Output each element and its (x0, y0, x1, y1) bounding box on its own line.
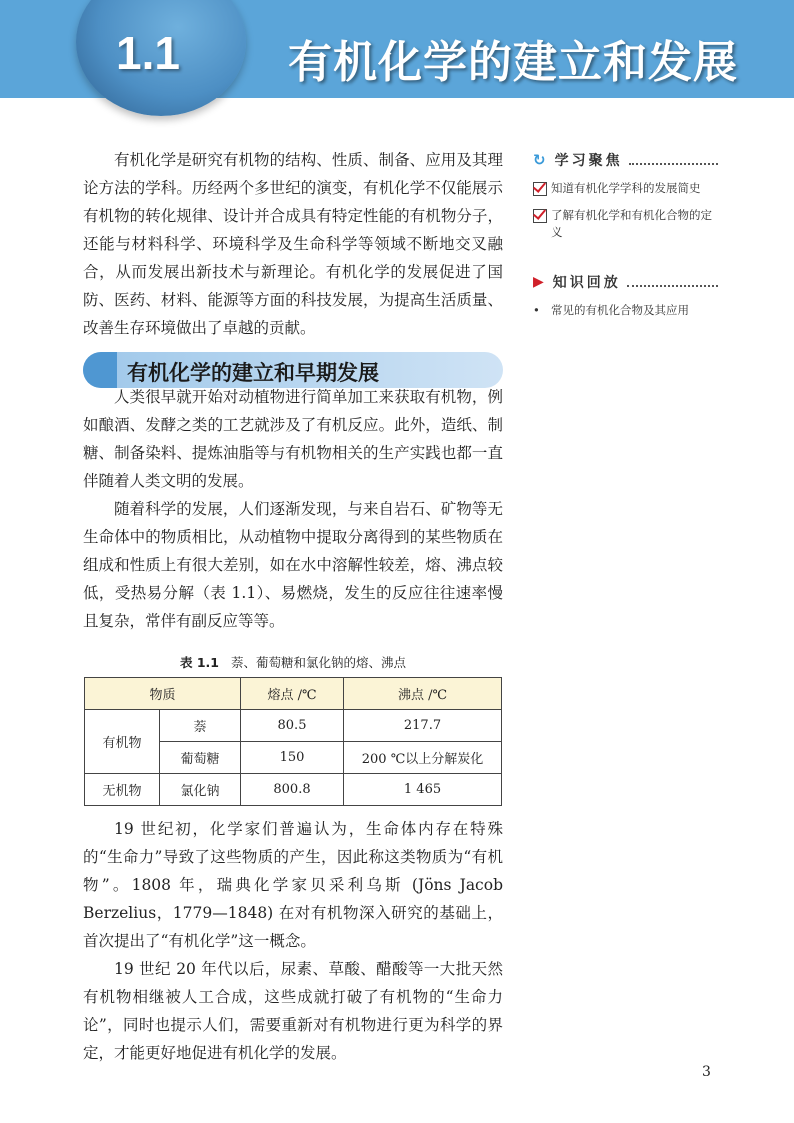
table-row: 葡萄糖 150 200 ℃以上分解炭化 (85, 742, 502, 774)
checkbox-icon (533, 182, 547, 196)
table-row: 有机物 萘 80.5 217.7 (85, 710, 502, 742)
sidebar-knowledge-review (533, 272, 718, 319)
paragraph: 随着科学的发展，人们逐渐发现，与来自岩石、矿物等无生命体中的物质相比，从动植物中提取分离得到的某些物质在组成和性质上有很大差别，如在水中溶解性较差，熔、沸点较低，受热易分解（表 1.1）、易燃烧，发生的反应往往速率慢且复杂，常伴有副反应等等。 (83, 500, 503, 630)
body-text-a (83, 383, 503, 635)
bullet-icon: • (533, 303, 540, 317)
section-number: 1.1 (116, 27, 180, 79)
focus-item: 知道有机化学学科的发展简史 (533, 180, 718, 197)
swirl-icon: ↻ (533, 151, 549, 169)
table-caption: 表 1.1 萘、葡萄糖和氯化钠的熔、沸点 (179, 655, 406, 670)
chapter-title: 有机化学的建立和发展 (288, 37, 738, 88)
review-heading: ▶ 知识回放 (533, 272, 718, 292)
intro-text (83, 146, 503, 342)
table-row: 无机物 氯化钠 800.8 1 465 (85, 774, 502, 806)
body-text-b (83, 815, 503, 1067)
sidebar-learning-focus (533, 150, 718, 241)
review-item: • 常见的有机化合物及其应用 (533, 303, 689, 317)
section-heading: 有机化学的建立和早期发展 (127, 361, 379, 385)
table-header-row: 物质 熔点 /℃ 沸点 /℃ (85, 678, 502, 710)
paragraph: 19 世纪初，化学家们普遍认为，生命体内存在特殊的“生命力”导致了这些物质的产生，因此称这类物质为“有机物”。1808 年，瑞典化学家贝采利乌斯 (Jöns Jacob Berzelius，1779—1848) 在对有机物深入研究的基础上，首次提出了“有机化学”这一概念。 (83, 820, 503, 950)
page-number: 3 (702, 1064, 711, 1080)
paragraph: 人类很早就开始对动植物进行简单加工来获取有机物，例如酿酒、发酵之类的工艺就涉及了有机反应。此外，造纸、制糖、制备染料、提炼油脂等与有机物相关的生产实践也都一直伴随着人类文明的发展。 (83, 388, 503, 490)
intro-paragraph: 有机化学是研究有机物的结构、性质、制备、应用及其理论方法的学科。历经两个多世纪的演变，有机化学不仅能展示有机物的转化规律、设计并合成具有特定性能的有机物分子，还能与材料科学、环境科学及生命科学等领域不断地交叉融合，从而发展出新技术与新理论。有机化学的发展促进了国防、医药、材料、能源等方面的科技发展，为提高生活质量、改善生存环境做出了卓越的贡献。 (83, 151, 503, 337)
checkbox-icon (533, 209, 547, 223)
triangle-icon: ▶ (533, 274, 547, 290)
paragraph: 19 世纪 20 年代以后，尿素、草酸、醋酸等一大批天然有机物相继被人工合成，这些成就打破了有机物的“生命力论”，同时也提示人们，需要重新对有机物进行更为科学的界定，才能更好地促进有机化学的发展。 (83, 960, 503, 1062)
focus-item: 了解有机化学和有机化合物的定义 (533, 207, 718, 241)
focus-heading: ↻ 学习聚焦 (533, 150, 718, 170)
melting-boiling-table (84, 677, 502, 806)
